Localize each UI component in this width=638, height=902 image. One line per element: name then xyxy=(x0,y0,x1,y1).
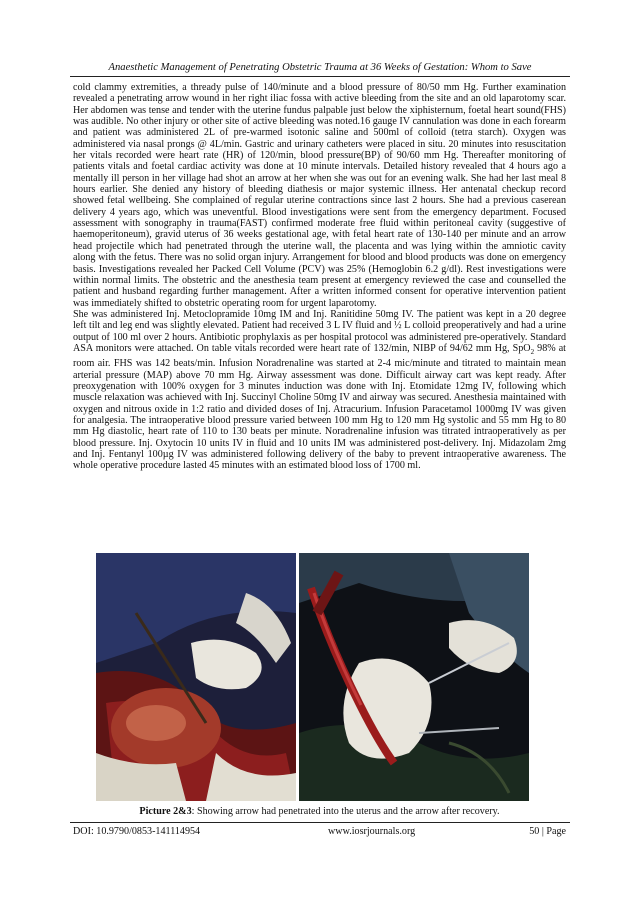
footer-doi: DOI: 10.9790/0853-141114954 xyxy=(73,826,201,837)
article-body xyxy=(73,82,566,472)
photo-recovered-arrow-image xyxy=(299,553,529,801)
footer-page-number: 50 | Page xyxy=(529,826,566,837)
photo-recovered-arrow xyxy=(299,553,529,801)
running-header: Anaesthetic Management of Penetrating Obstetric Trauma at 36 Weeks of Gestation: Whom to Save xyxy=(108,62,532,73)
body-paragraph-2-part-a: She was administered Inj. Metoclopramide 10mg IM and Inj. Ranitidine 50mg IV. The patient was kept in a 20 degree left tilt and leg end was slightly elevated. Patient had received 3 L IV fluid and ½ L colloid preoperatively and had a urine output of 100 ml over 2 hours. Antibiotic prophylaxis as per hospital protocol was administered pre-operatively. Standard ASA monitors were attached. On table vitals recorded were heart rate of 132/min, NIBP of 94/62 mm Hg, SpO xyxy=(73,308,566,354)
spo2-subscript: 2 xyxy=(530,347,535,356)
figure-caption-label: Picture 2&3 xyxy=(139,806,192,817)
figure-caption xyxy=(73,806,566,817)
footer-divider xyxy=(70,822,570,823)
photo-arrow-in-uterus-image xyxy=(96,553,296,801)
figure-caption-text: : Showing arrow had penetrated into the uterus and the arrow after recovery. xyxy=(191,806,500,817)
footer-website: www.iosrjournals.org xyxy=(328,826,416,837)
body-paragraph-2 xyxy=(73,309,566,472)
body-paragraph-1: cold clammy extremities, a thready pulse of 140/minute and a blood pressure of 80/50 mm Hg. Further examination revealed a penetrating arrow wound in her right iliac fossa with active bleeding from the site and an old laparotomy scar. Her abdomen was tense and tender with the uterine fundus palpable just below the xiphisternum, foetal heart sound(FHS) was audible. No other injury or other site of active bleeding was noted.16 gauge IV cannulation was done in each forearm and patient was administered 2L of pre-warmed isotonic saline and 500ml of colloid (tetra starch). Oxygen was administered via nasal prongs @ 4L/min. Gastric and urinary catheters were placed in situ. 20 minutes into resuscitation her vitals recorded were heart rate (HR) of 120/min, blood pressure(BP) of 90/60 mm Hg. Thereafter monitoring of patients vitals and foetal cardiac activity was done at 10 minute intervals. Detailed history revealed that 4 hours ago a mentally ill person in her village had shot an arrow at her when she was out for an evening walk. She had her last meal 8 hours earlier. She denied any history of bleeding diathesis or major systemic illness. Her antenatal checkup record showed fetal wellbeing. She complained of regular uterine contractions since last 2 hours. She had a previous caserean delivery 4 years ago, which was uneventful. Blood investigations were sent from the emergency department. Focused assessment with sonography in trauma(FAST) confirmed moderate free fluid within peritoneal cavity (suggestive of haemoperitoneum), gravid uterus of 36 weeks gestational age, with fetal heart rate of 130-140 per minute and an arrow head projectile which had penetrated through the uterine wall, the placenta and was lying within the amniotic cavity along with the fetus. There was no solid organ injury. Arrangement for blood and blood products was done on emergency basis. Investigations revealed her Packed Cell Volume (PCV) was 25% (Hemoglobin 6.2 g/dl). Rest investigations were within normal limits. The obstetric and the anesthesia team present at emergency reviewed the case and counselled the patient and husband regarding further management. After a written informed consent for operative intervention patient was immediately shifted to obstetric operating room for urgent laparotomy. xyxy=(73,82,566,309)
header-divider xyxy=(70,76,570,77)
figure-pictures-2-3 xyxy=(96,553,529,801)
body-paragraph-2-part-b: 98% at room air. FHS was 142 beats/min. Infusion Noradrenaline was started at 2-4 mic/minute and titrated to maintain mean arterial pressure (MAP) above 70 mm Hg. Airway assessment was done. Difficult airway cart was kept ready. After preoxygenation with 100% oxygen for 3 minutes induction was done with Inj. Etomidate 12mg IV, following which muscle relaxation was achieved with Inj. Succinyl Choline 50mg IV and airway was secured. Anesthesia maintained with oxygen and nitrous oxide in 1:2 ratio and divided doses of Inj. Atracurium. Infusion Paracetamol 1000mg IV was given for analgesia. The intraoperative blood pressure varied between 100 mm Hg to 120 mm Hg systolic and 55 mm Hg to 80 mm Hg diastolic, heart rate of 110 to 130 beats per minute. Noradrenaline infusion was titrated intraoperatively as per blood pressure. Inj. Oxytocin 10 units IV in fluid and 10 units IM was administered post-delivery. Inj. Midazolam 2mg and Inj. Fentanyl 100µg IV was administered following delivery of the baby to prevent intraoperative awareness. The whole operative procedure lasted 45 minutes with an estimated blood loss of 1700 ml. xyxy=(73,342,566,472)
photo-arrow-in-uterus xyxy=(96,553,296,801)
